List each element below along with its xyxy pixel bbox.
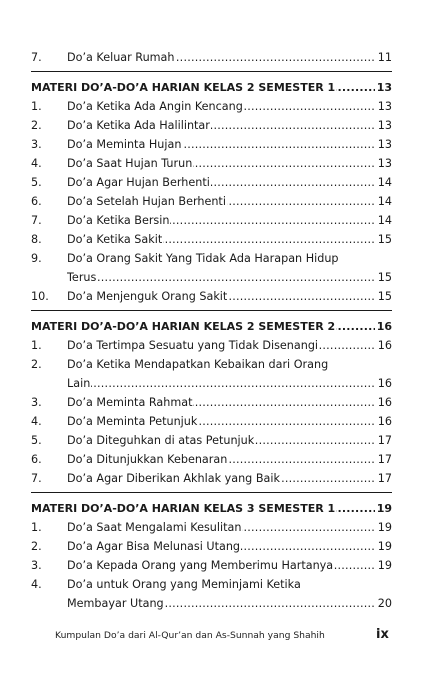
toc-leader [67, 336, 392, 355]
toc-page-number: 14 [376, 173, 392, 192]
toc-entry-number: 8. [31, 233, 42, 246]
toc-leader [67, 154, 392, 173]
toc-entry-title: Do’a untuk Orang yang Meminjami Ketika [67, 578, 301, 591]
toc-leader [31, 499, 392, 518]
toc-section-header[interactable] [31, 317, 392, 336]
toc-entry-number: 2. [31, 119, 42, 132]
toc-entry-title: Do’a Agar Diberikan Akhlak yang Baik [67, 472, 280, 485]
toc-entry-number: 6. [31, 195, 42, 208]
toc-entry-title: Do’a Keluar Rumah [67, 51, 175, 64]
toc-entry[interactable] [31, 431, 392, 450]
toc-entry-number: 1. [31, 521, 42, 534]
toc-page-number: 13 [376, 135, 392, 154]
toc-leader [67, 116, 392, 135]
toc-leader [67, 97, 392, 116]
section-title: MATERI DO’A-DO’A HARIAN KELAS 3 SEMESTER 1 [31, 502, 336, 515]
toc-entry[interactable] [31, 336, 392, 355]
toc-page-number: 15 [376, 268, 392, 287]
toc-page-number: 15 [376, 287, 392, 306]
toc-entry-number: 7. [31, 472, 42, 485]
toc-entry[interactable] [31, 575, 392, 594]
toc-entry-number: 2. [31, 358, 42, 371]
toc-entry-number: 2. [31, 540, 42, 553]
toc-leader [67, 537, 392, 556]
toc-entry-title: Do’a Saat Mengalami Kesulitan [67, 521, 242, 534]
toc-leader [67, 192, 392, 211]
toc-entry[interactable] [31, 192, 392, 211]
toc-entry-title: Do’a Diteguhkan di atas Petunjuk [67, 434, 255, 447]
toc-page-number: 13 [375, 78, 392, 97]
toc-leader [31, 78, 392, 97]
toc-page-number: 17 [376, 431, 392, 450]
toc-entry[interactable] [31, 97, 392, 116]
toc-entry-title: Do’a Ketika Sakit [67, 233, 163, 246]
section-divider [31, 310, 392, 311]
toc-leader [67, 412, 392, 431]
toc-entry-number: 4. [31, 415, 42, 428]
toc-entry[interactable] [31, 249, 392, 268]
toc-entry-number: 5. [31, 176, 42, 189]
toc-page-number: 16 [376, 393, 392, 412]
toc-entry[interactable] [31, 469, 392, 488]
toc-page-number: 16 [376, 374, 392, 393]
toc-entry[interactable] [31, 537, 392, 556]
toc-page-number: 13 [376, 97, 392, 116]
toc-entry-title: Do’a Ketika Ada Angin Kencang [67, 100, 243, 113]
toc-page-number: 13 [376, 116, 392, 135]
toc-entry[interactable] [31, 556, 392, 575]
toc-entry-continuation[interactable] [31, 268, 392, 287]
toc-entry-title: Do’a Saat Hujan Turun [67, 157, 193, 170]
toc-page-number: 20 [376, 594, 392, 613]
toc-entry[interactable] [31, 173, 392, 192]
toc-entry-number: 9. [31, 252, 42, 265]
running-footer: Kumpulan Do’a dari Al-Qur’an dan As-Sunnah yang Shahih [55, 630, 325, 641]
toc-page-number: 19 [376, 556, 392, 575]
toc-entry-title: Do’a Ditunjukkan Kebenaran [67, 453, 228, 466]
toc-leader [67, 287, 392, 306]
toc-page-number: 17 [376, 469, 392, 488]
toc-entry-number: 1. [31, 339, 42, 352]
toc-page-number: 16 [376, 412, 392, 431]
toc-entry-title: Do’a Kepada Orang yang Memberimu Hartanya [67, 559, 334, 572]
toc-entry[interactable] [31, 230, 392, 249]
toc-leader [67, 268, 392, 287]
toc-page-number: 16 [376, 336, 392, 355]
toc-entry-number: 6. [31, 453, 42, 466]
toc-page-number: 15 [376, 230, 392, 249]
toc-entry[interactable] [31, 116, 392, 135]
section-divider [31, 492, 392, 493]
toc-page-number: 11 [376, 48, 392, 67]
toc-entry-title: Do’a Agar Hujan Berhenti [67, 176, 210, 189]
toc-entry-title: Do’a Meminta Petunjuk [67, 415, 198, 428]
toc-entry-number: 3. [31, 559, 42, 572]
toc-leader [67, 135, 392, 154]
toc-entry[interactable] [31, 450, 392, 469]
toc-entry-number: 5. [31, 434, 42, 447]
toc-page-number: 19 [376, 537, 392, 556]
toc-entry[interactable] [31, 287, 392, 306]
toc-entry-title: Do’a Setelah Hujan Berhenti [67, 195, 226, 208]
toc-leader [31, 317, 392, 336]
toc-entry-title-continued: Terus [67, 271, 97, 284]
toc-entry-number: 3. [31, 396, 42, 409]
toc-entry-continuation[interactable] [31, 374, 392, 393]
toc-leader [67, 594, 392, 613]
toc-entry-title-continued: Lain [67, 377, 91, 390]
toc-page-number: 14 [376, 211, 392, 230]
toc-leader [67, 393, 392, 412]
toc-entry[interactable] [31, 154, 392, 173]
toc-leader [67, 374, 392, 393]
toc-leader [67, 173, 392, 192]
page-number: ix [376, 627, 389, 642]
toc-entry[interactable] [31, 518, 392, 537]
toc-page-number: 19 [375, 499, 392, 518]
toc-entry-title-continued: Membayar Utang [67, 597, 164, 610]
toc-entry-title: Do’a Meminta Rahmat [67, 396, 193, 409]
section-divider [31, 71, 392, 72]
toc-entry-number: 7. [31, 51, 42, 64]
toc-leader [67, 211, 392, 230]
toc-leader [67, 431, 392, 450]
toc-entry-title: Do’a Ketika Mendapatkan Kebaikan dari Orang [67, 358, 329, 371]
toc-entry-title: Do’a Agar Bisa Melunasi Utang [67, 540, 241, 553]
toc-page-number: 16 [375, 317, 392, 336]
table-of-contents [31, 48, 392, 613]
toc-entry-number: 4. [31, 578, 42, 591]
toc-entry-number: 10. [31, 290, 49, 303]
toc-entry-continuation[interactable] [31, 594, 392, 613]
toc-leader [67, 230, 392, 249]
toc-entry-number: 4. [31, 157, 42, 170]
toc-leader [67, 450, 392, 469]
toc-entry-title: Do’a Meminta Hujan [67, 138, 182, 151]
toc-entry-title: Do’a Orang Sakit Yang Tidak Ada Harapan Hidup [67, 252, 339, 265]
toc-entry[interactable] [31, 48, 392, 67]
toc-leader [67, 518, 392, 537]
toc-entry[interactable] [31, 412, 392, 431]
toc-section-header[interactable] [31, 78, 392, 97]
toc-leader [67, 48, 392, 67]
toc-entry[interactable] [31, 393, 392, 412]
toc-entry[interactable] [31, 135, 392, 154]
toc-entry-title: Do’a Tertimpa Sesuatu yang Tidak Disenangi [67, 339, 319, 352]
section-title: MATERI DO’A-DO’A HARIAN KELAS 2 SEMESTER 2 [31, 320, 336, 333]
toc-page-number: 14 [376, 192, 392, 211]
toc-page-number: 13 [376, 154, 392, 173]
toc-entry-number: 1. [31, 100, 42, 113]
section-title: MATERI DO’A-DO’A HARIAN KELAS 2 SEMESTER 1 [31, 81, 336, 94]
toc-entry-title: Do’a Ketika Ada Halilintar [67, 119, 210, 132]
toc-page-number: 17 [376, 450, 392, 469]
toc-entry-number: 7. [31, 214, 42, 227]
toc-entry[interactable] [31, 355, 392, 374]
toc-entry[interactable] [31, 211, 392, 230]
toc-entry-title: Do’a Ketika Bersin [67, 214, 170, 227]
toc-leader [67, 469, 392, 488]
toc-page-number: 19 [376, 518, 392, 537]
toc-entry-title: Do’a Menjenguk Orang Sakit [67, 290, 228, 303]
toc-section-header[interactable] [31, 499, 392, 518]
toc-entry-number: 3. [31, 138, 42, 151]
toc-leader [67, 556, 392, 575]
